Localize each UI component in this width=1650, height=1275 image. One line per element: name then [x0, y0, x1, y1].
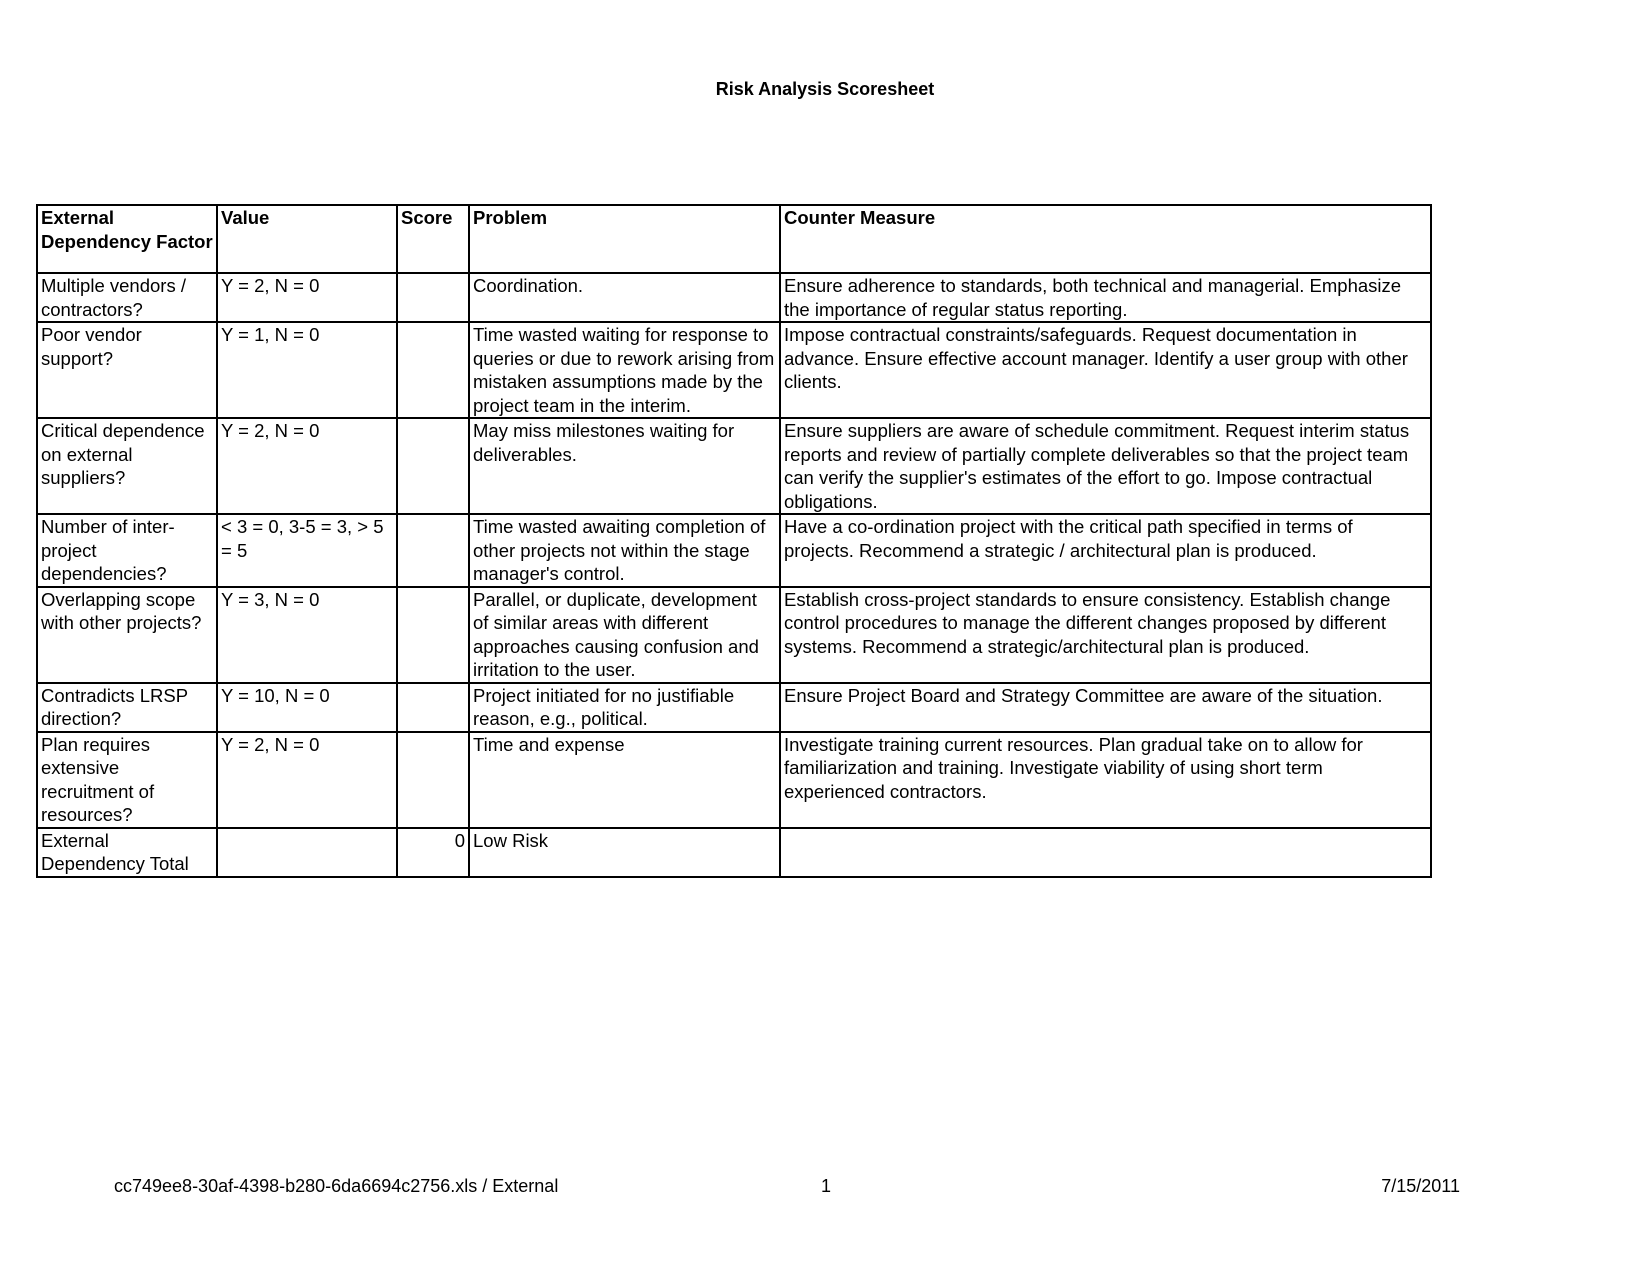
value-cell: Y = 2, N = 0 [217, 418, 397, 514]
factor-cell: Number of inter-project dependencies? [37, 514, 217, 587]
factor-cell: Poor vendor support? [37, 322, 217, 418]
column-header-problem: Problem [469, 205, 780, 273]
column-header-counter-measure: Counter Measure [780, 205, 1431, 273]
table-row [37, 273, 1431, 322]
total-row [37, 828, 1431, 877]
factor-cell: Contradicts LRSP direction? [37, 683, 217, 732]
problem-cell: Time wasted waiting for response to queries or due to rework arising from mistaken assumptions made by the project team in the interim. [469, 322, 780, 418]
table-row [37, 683, 1431, 732]
table-row [37, 418, 1431, 514]
score-cell [397, 418, 469, 514]
counter-measure-cell: Ensure Project Board and Strategy Committee are aware of the situation. [780, 683, 1431, 732]
footer-date: 7/15/2011 [1381, 1176, 1460, 1196]
value-cell: Y = 10, N = 0 [217, 683, 397, 732]
page-title: Risk Analysis Scoresheet [715, 79, 935, 99]
counter-measure-cell: Impose contractual constraints/safeguards. Request documentation in advance. Ensure effective account manager. Identify a user group with other clients. [780, 322, 1431, 418]
problem-cell: May miss milestones waiting for deliverables. [469, 418, 780, 514]
factor-cell: Critical dependence on external suppliers? [37, 418, 217, 514]
total-label-cell: External Dependency Total [37, 828, 217, 877]
value-cell: Y = 1, N = 0 [217, 322, 397, 418]
factor-cell: Multiple vendors / contractors? [37, 273, 217, 322]
score-cell [397, 683, 469, 732]
problem-cell: Parallel, or duplicate, development of similar areas with different approaches causing confusion and irritation to the user. [469, 587, 780, 683]
problem-cell: Time wasted awaiting completion of other projects not within the stage manager's control. [469, 514, 780, 587]
risk-level-cell: Low Risk [469, 828, 780, 877]
risk-scoresheet-table [36, 204, 1432, 878]
value-cell: < 3 = 0, 3-5 = 3, > 5 = 5 [217, 514, 397, 587]
counter-measure-cell: Establish cross-project standards to ensure consistency. Establish change control procedures to manage the different changes proposed by different systems. Recommend a strategic/architectural plan is produced. [780, 587, 1431, 683]
value-cell: Y = 2, N = 0 [217, 273, 397, 322]
table-row [37, 514, 1431, 587]
problem-cell: Time and expense [469, 732, 780, 828]
column-header-value: Value [217, 205, 397, 273]
counter-measure-cell: Ensure suppliers are aware of schedule commitment. Request interim status reports and review of partially complete deliverables so that the project team can verify the supplier's estimates of the effort to go. Impose contractual obligations. [780, 418, 1431, 514]
score-cell [397, 273, 469, 322]
factor-cell: Overlapping scope with other projects? [37, 587, 217, 683]
value-cell: Y = 2, N = 0 [217, 732, 397, 828]
column-header-factor: External Dependency Factor [37, 205, 217, 273]
problem-cell: Coordination. [469, 273, 780, 322]
counter-measure-cell: Investigate training current resources. Plan gradual take on to allow for familiarization and training. Investigate viability of using short term experienced contractors. [780, 732, 1431, 828]
total-score-cell: 0 [397, 828, 469, 877]
value-cell: Y = 3, N = 0 [217, 587, 397, 683]
table-row [37, 587, 1431, 683]
counter-measure-cell: Have a co-ordination project with the critical path specified in terms of projects. Recommend a strategic / architectural plan is produced. [780, 514, 1431, 587]
problem-cell: Project initiated for no justifiable reason, e.g., political. [469, 683, 780, 732]
factor-cell: Plan requires extensive recruitment of resources? [37, 732, 217, 828]
footer-page-number: 1 [821, 1176, 832, 1196]
counter-measure-cell: Ensure adherence to standards, both technical and managerial. Emphasize the importance of regular status reporting. [780, 273, 1431, 322]
score-cell [397, 732, 469, 828]
table-row [37, 732, 1431, 828]
score-cell [397, 322, 469, 418]
table-row [37, 322, 1431, 418]
value-cell [217, 828, 397, 877]
counter-measure-cell [780, 828, 1431, 877]
header-row [37, 205, 1431, 273]
column-header-score: Score [397, 205, 469, 273]
footer-filename: cc749ee8-30af-4398-b280-6da6694c2756.xls / External [114, 1176, 559, 1196]
score-cell [397, 587, 469, 683]
score-cell [397, 514, 469, 587]
